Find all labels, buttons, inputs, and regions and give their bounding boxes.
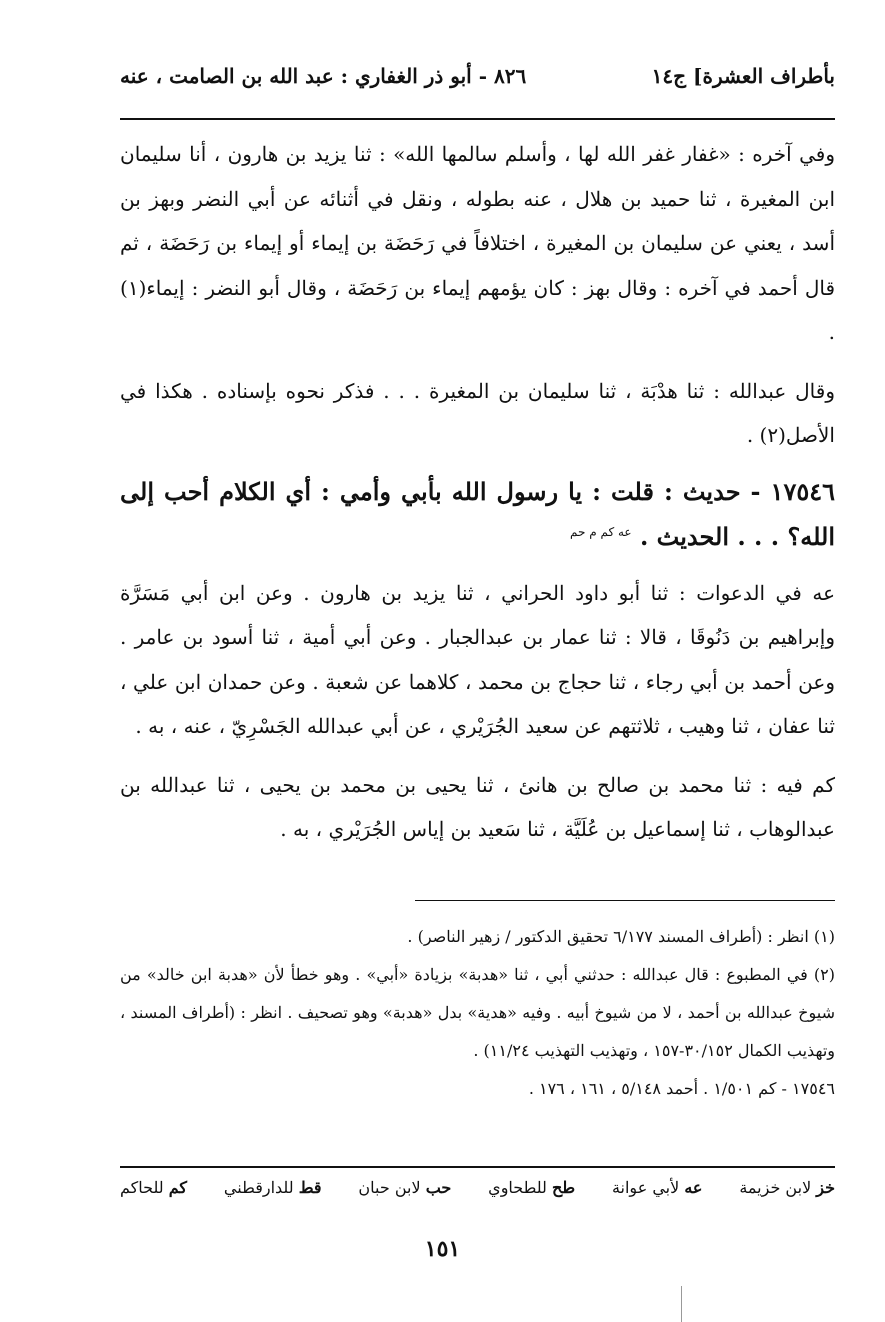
- scan-edge-line: [681, 1286, 682, 1322]
- header-chapter: ٨٢٦ - أبو ذر الغفاري : عبد الله بن الصامت ، عنه: [120, 64, 527, 88]
- footnote-rule: [415, 900, 835, 901]
- footnote-2: (٢) في المطبوع : قال عبدالله : حدثني أبي ، ثنا «هدبة» بزيادة «أبي» . وهو خطأ لأن «هدبة ابن خالد» من شيوخ عبدالله بن أحمد ، لا من شيوخ أبيه . وفيه «هدية» بدل «هدبة» وهو تصحيف . انظر : (أطراف المسند ، وتهذيب الكمال ٣٠/١٥٢-١٥٧ ، وتهذيب التهذيب ١١/٢٤) .: [120, 965, 835, 1060]
- sources-rule: [120, 1166, 835, 1168]
- source-item: خز لابن خزيمة: [739, 1178, 835, 1197]
- footnotes: [120, 918, 835, 1108]
- paragraph-2: وقال عبدالله : ثنا هدْبَة ، ثنا سليمان بن المغيرة . . . فذكر نحوه بإسناده . هكذا في الأصل(٢) .: [120, 378, 835, 447]
- hadith-title: ١٧٥٤٦ - حديث : قلت : يا رسول الله بأبي وأمي : أي الكلام أحب إلى الله؟ . . . الحديث .: [120, 476, 835, 551]
- running-header: [120, 64, 835, 102]
- source-item: عه لأبي عوانة: [611, 1178, 703, 1197]
- header-volume: بأطراف العشرة] ج١٤: [651, 64, 835, 88]
- source-item: كم للحاكم: [120, 1178, 188, 1197]
- page-number: ١٥١: [424, 1236, 461, 1262]
- source-item: حب لابن حبان: [358, 1178, 452, 1197]
- paragraph-4: كم فيه : ثنا محمد بن صالح بن هانئ ، ثنا يحيى بن محمد بن يحيى ، ثنا عبدالله بن عبدالوهاب ، ثنا إسماعيل بن عُلَيَّة ، ثنا سَعيد بن إياس الجُرَيْري ، به .: [120, 772, 835, 841]
- footnote-1: (١) انظر : (أطراف المسند ٦/١٧٧ تحقيق الدكتور / زهير الناصر) .: [407, 927, 835, 946]
- hadith-sigla: عه كم م حم: [570, 524, 632, 539]
- main-text: [120, 132, 835, 866]
- source-item: طح للطحاوي: [488, 1178, 576, 1197]
- header-rule: [120, 118, 835, 120]
- footnote-3: ١٧٥٤٦ - كم ١/٥٠١ . أحمد ٥/١٤٨ ، ١٦١ ، ١٧٦ .: [528, 1079, 835, 1098]
- hadith-heading: [120, 472, 835, 557]
- sources-key: [120, 1178, 835, 1197]
- source-item: قط للدارقطني: [223, 1178, 322, 1197]
- paragraph-3: عه في الدعوات : ثنا أبو داود الحراني ، ثنا يزيد بن هارون . وعن ابن أبي مَسَرَّة وإبراهيم بن دَنُوقَا ، قالا : ثنا عمار بن عبدالجبار . وعن أبي أمية ، ثنا أسود بن عامر . وعن أحمد بن أبي رجاء ، ثنا حجاج بن محمد ، كلاهما عن شعبة . وعن حمدان ابن علي ، ثنا عفان ، ثنا وهيب ، ثلاثتهم عن سعيد الجُرَيْري ، عن أبي عبدالله الجَسْرِيّ ، عنه ، به .: [120, 580, 835, 738]
- paragraph-1: وفي آخره : «غفار غفر الله لها ، وأسلم سالمها الله» : ثنا يزيد بن هارون ، أنا سليمان ابن المغيرة ، ثنا حميد بن هلال ، عنه بطوله ، ونقل في أثنائه عن أبي النضر وبهز بن أسد ، يعني عن سليمان بن المغيرة ، اختلافاً في رَحَضَة بن إيماء أو إيماء بن رَحَضَة ، ثم قال أحمد في آخره : وقال بهز : كان يؤمهم إيماء بن رَحَضَة ، وقال أبو النضر : إيماء(١) .: [120, 142, 835, 344]
